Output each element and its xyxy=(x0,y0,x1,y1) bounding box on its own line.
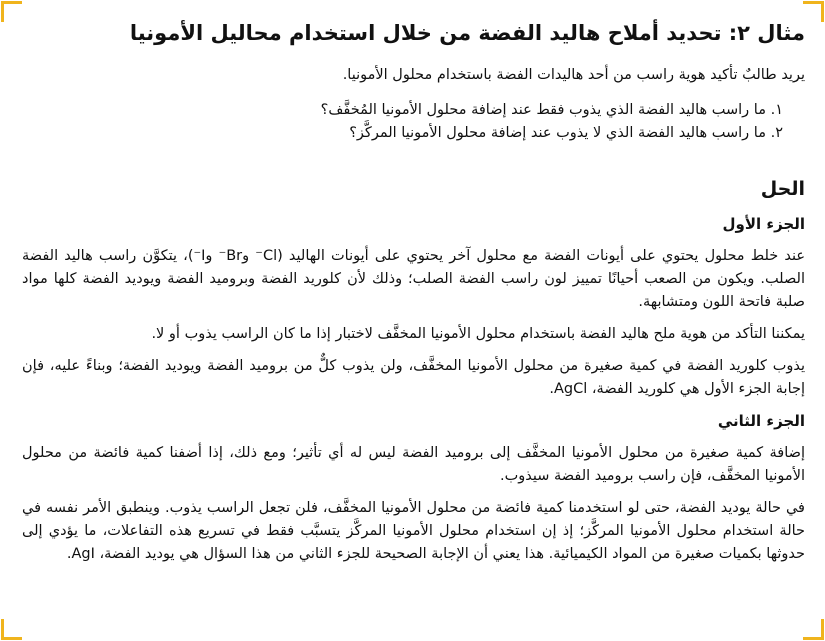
part2-paragraph: إضافة كمية صغيرة من محلول الأمونيا المخفَّف إلى بروميد الفضة ليس له أي تأثير؛ ومع ذلك، إذا أضفنا كمية فائضة من محلول الأمونيا المخفَّف، فإن راسب بروميد الفضة سيذوب. xyxy=(22,445,805,484)
part1-paragraph: عند خلط محلول يحتوي على أيونات الفضة مع محلول آخر يحتوي على أيونات الهاليد (Cl⁻ وBr⁻ وI⁻)، يتكوَّن راسب هاليد الفضة الصلب. ويكون من الصعب أحيانًا تمييز لون راسب الفضة الصلب؛ وذلك لأن كلوريد الفضة وبروميد الفضة ويوديد الفضة كلها مواد صلبة فاتحة اللون ومتشابهة. xyxy=(22,248,806,310)
example-content xyxy=(22,14,805,575)
part1-paragraph: يذوب كلوريد الفضة في كمية صغيرة من محلول الأمونيا المخفَّف، ولن يذوب كلٌّ من بروميد الفضة ويوديد الفضة؛ وبناءً عليه، فإن إجابة الجزء الأول هي كلوريد الفضة، AgCl. xyxy=(22,358,805,397)
corner-decoration xyxy=(1,1,22,22)
example-title: مثال ٢: تحديد أملاح هاليد الفضة من خلال استخدام محاليل الأمونيا xyxy=(129,21,805,45)
corner-decoration xyxy=(803,1,824,22)
question-1: ١. ما راسب هاليد الفضة الذي يذوب فقط عند إضافة محلول الأمونيا المُخفَّف؟ xyxy=(320,102,783,118)
question-list xyxy=(22,99,805,145)
intro-text: يريد طالبٌ تأكيد هوية راسب من أحد هاليدات الفضة باستخدام محلول الأمونيا. xyxy=(342,67,805,83)
question-2: ٢. ما راسب هاليد الفضة الذي لا يذوب عند إضافة محلول الأمونيا المركَّز؟ xyxy=(349,125,783,141)
part1-heading: الجزء الأول xyxy=(722,215,805,233)
corner-decoration xyxy=(803,619,824,640)
part2-paragraph: في حالة يوديد الفضة، حتى لو استخدمنا كمية فائضة من محلول الأمونيا المخفَّف، فلن تجعل الراسب يذوب. وينطبق الأمر نفسه في حالة استخدام محلول الأمونيا المركَّز؛ إذ إن استخدام محلول الأمونيا المركَّز يتسبَّب فقط في تسريع هذه التفاعلات، ما يؤدي إلى حدوثها بكميات صغيرة من المواد الكيميائية. هذا يعني أن الإجابة الصحيحة للجزء الثاني من هذا السؤال هي يوديد الفضة، AgI. xyxy=(22,500,805,562)
part2-heading: الجزء الثاني xyxy=(717,412,805,430)
solution-heading: الحل xyxy=(760,178,805,200)
corner-decoration xyxy=(1,619,22,640)
part1-paragraph: يمكننا التأكد من هوية ملح هاليد الفضة باستخدام محلول الأمونيا المخفَّف لاختبار إذا ما كان الراسب يذوب أو لا. xyxy=(151,326,805,342)
